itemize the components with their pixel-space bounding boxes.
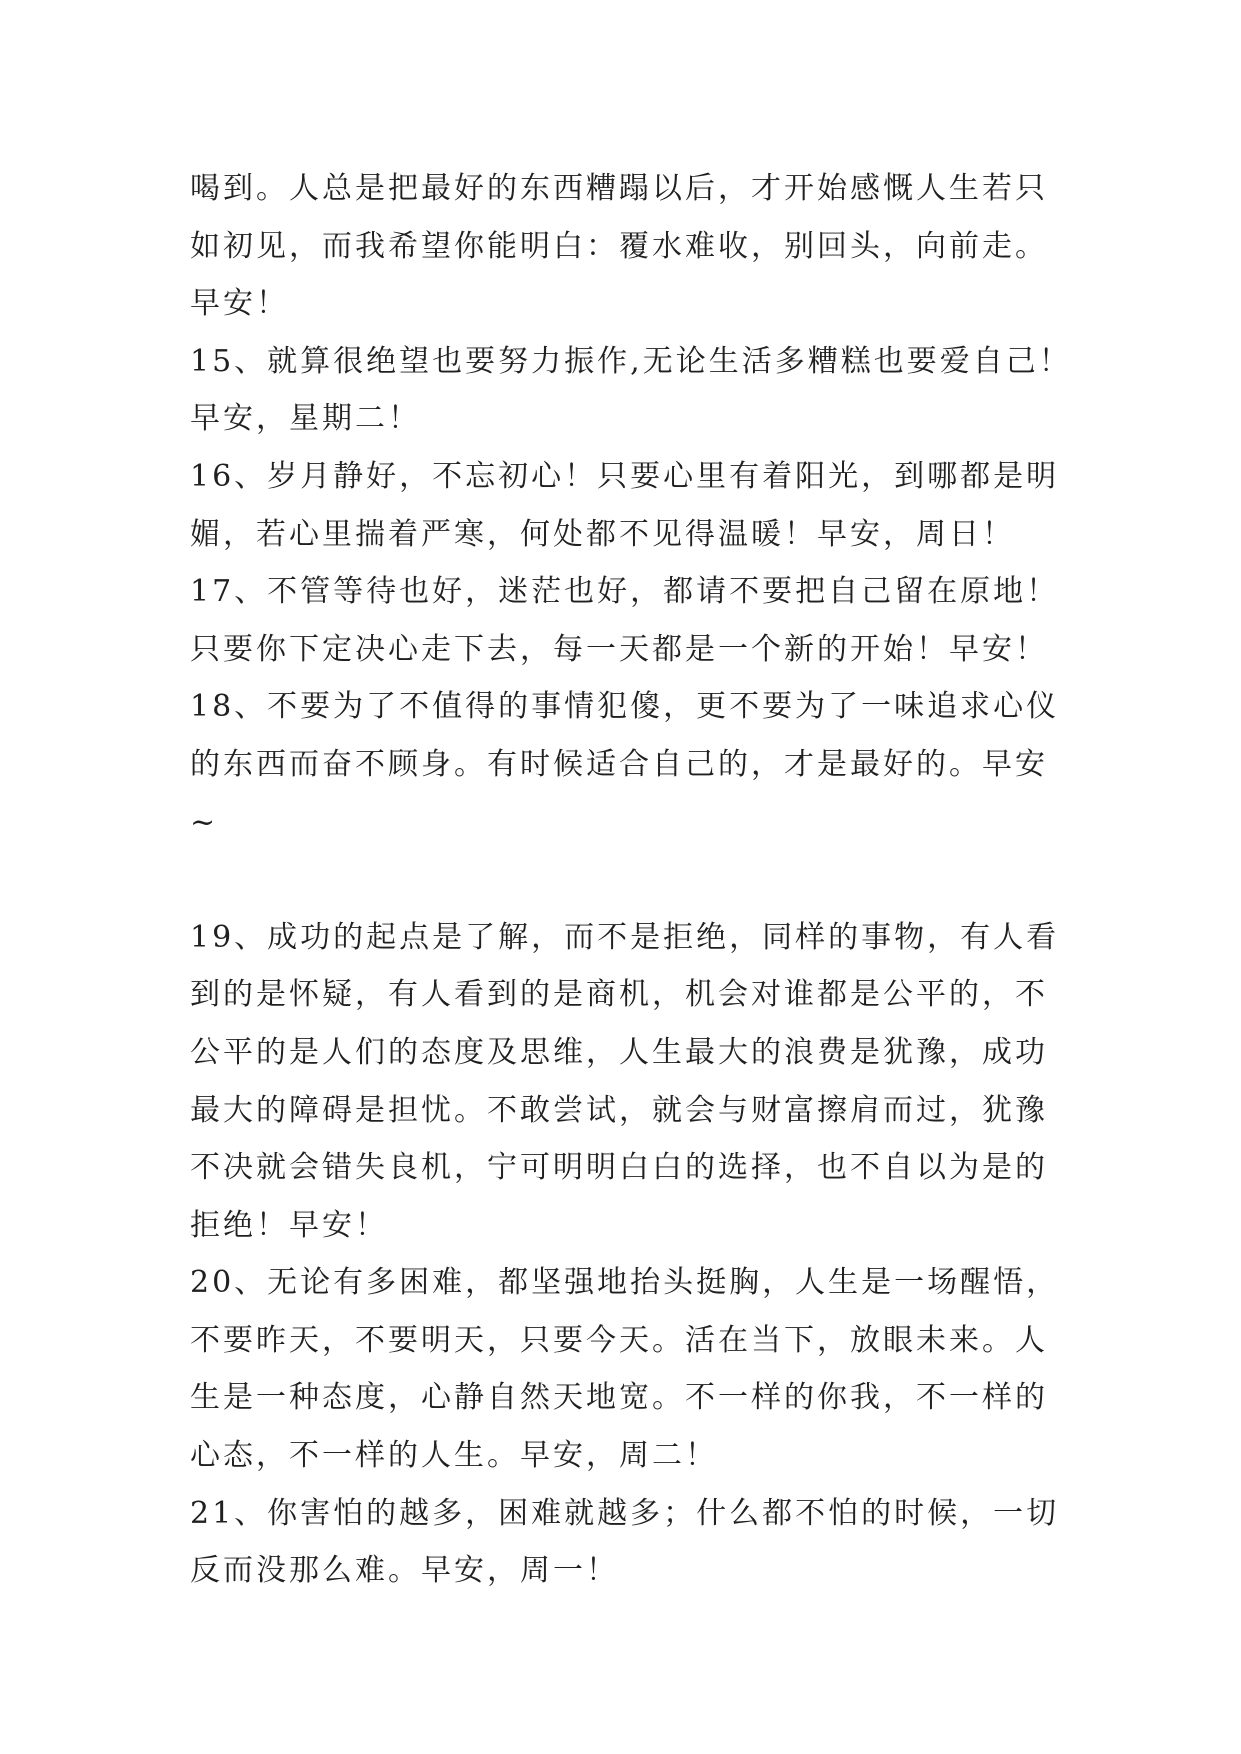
text-line: 生是一种态度，心静自然天地宽。不一样的你我，不一样的	[190, 1380, 1048, 1416]
text-line: 反而没那么难。早安，周一！	[190, 1553, 619, 1589]
text-line: 的东西而奋不顾身。有时候适合自己的，才是最好的。早安	[190, 746, 1048, 782]
text-line: 不决就会错失良机，宁可明明白白的选择，也不自以为是的	[190, 1150, 1048, 1186]
text-line: 早安！	[190, 286, 289, 322]
paragraph-gap	[190, 851, 1070, 909]
text-line: 早安，星期二！	[190, 401, 421, 437]
document-body	[190, 160, 1070, 1600]
text-line: 15、就算很绝望也要努力振作,无论生活多糟糕也要爱自己！	[190, 343, 1072, 379]
text-line: 如初见，而我希望你能明白：覆水难收，别回头，向前走。	[190, 228, 1048, 264]
text-line: 17、不管等待也好，迷茫也好，都请不要把自己留在原地！	[190, 574, 1060, 610]
text-line: 拒绝！早安！	[190, 1207, 388, 1243]
text-line: 只要你下定决心走下去，每一天都是一个新的开始！早安！	[190, 631, 1048, 667]
text-line: 到的是怀疑，有人看到的是商机，机会对谁都是公平的，不	[190, 977, 1048, 1013]
text-line: 不要昨天，不要明天，只要今天。活在当下，放眼未来。人	[190, 1322, 1048, 1358]
text-line: 16、岁月静好，不忘初心！只要心里有着阳光，到哪都是明	[190, 458, 1060, 494]
text-line: 18、不要为了不值得的事情犯傻，更不要为了一味追求心仪	[190, 689, 1060, 725]
text-line: 媚，若心里揣着严寒，何处都不见得温暖！早安，周日！	[190, 516, 1015, 552]
text-line: 心态，不一样的人生。早安，周二！	[190, 1438, 718, 1474]
text-line: 21、你害怕的越多，困难就越多；什么都不怕的时候，一切	[190, 1495, 1060, 1531]
text-line: ~	[190, 804, 219, 840]
text-line: 20、无论有多困难，都坚强地抬头挺胸，人生是一场醒悟，	[190, 1265, 1060, 1301]
text-line: 公平的是人们的态度及思维，人生最大的浪费是犹豫，成功	[190, 1034, 1048, 1070]
text-line: 最大的障碍是担忧。不敢尝试，就会与财富擦肩而过，犹豫	[190, 1092, 1048, 1128]
text-line: 19、成功的起点是了解，而不是拒绝，同样的事物，有人看	[190, 919, 1060, 955]
text-line: 喝到。人总是把最好的东西糟蹋以后，才开始感慨人生若只	[190, 171, 1048, 206]
